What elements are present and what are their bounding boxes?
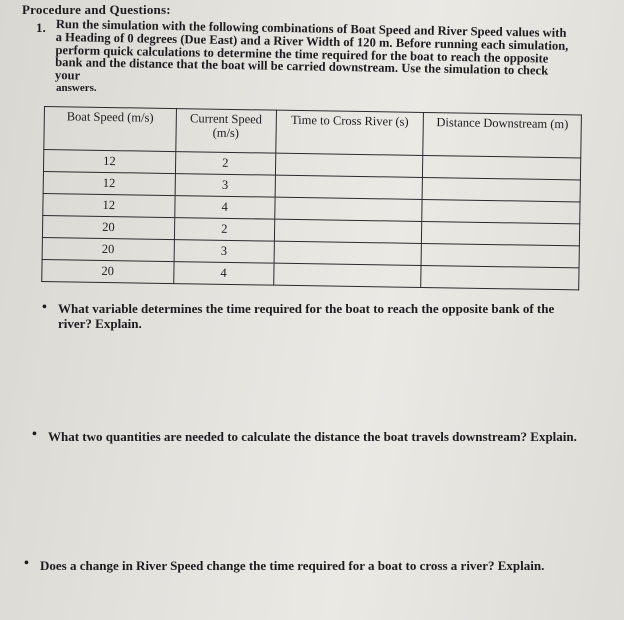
- bullet-icon: •: [32, 427, 37, 442]
- question-two-quantities: What two quantities are needed to calculate the distance the boat travels downstream? Explain.: [48, 429, 577, 444]
- distance-cell[interactable]: [422, 199, 580, 223]
- header-current-speed: Current Speed (m/s): [175, 109, 276, 154]
- time-cell[interactable]: [275, 175, 423, 199]
- boat-speed-cell: 20: [42, 259, 174, 283]
- time-cell[interactable]: [274, 263, 422, 287]
- current-speed-cell: 2: [175, 152, 276, 176]
- instructions-paragraph: Run the simulation with the following combinations of Boat Speed and River Speed values with a Heading of 0 degrees (Due East) and a River Width of 120 m. Before running each simulation, perform quick calculations to determine the time required for the boat to reach the opposite bank and the distance that the boat will be carried downstream. Use the simulation to check your: [54, 17, 569, 83]
- boat-speed-cell: 12: [43, 171, 175, 195]
- current-speed-cell: 4: [174, 196, 275, 220]
- distance-cell[interactable]: [422, 221, 580, 245]
- bullet-icon: •: [24, 556, 29, 571]
- current-speed-cell: 3: [175, 174, 276, 198]
- time-cell[interactable]: [275, 197, 423, 221]
- boat-speed-cell: 12: [43, 150, 175, 174]
- current-speed-cell: 3: [174, 240, 275, 264]
- current-speed-cell: 4: [173, 262, 274, 286]
- current-speed-cell: 2: [174, 218, 275, 242]
- header-time-to-cross: Time to Cross River (s): [276, 110, 424, 155]
- question-river-speed: Does a change in River Speed change the time required for a boat to cross a river? Explain.: [40, 558, 545, 573]
- distance-cell[interactable]: [422, 177, 580, 201]
- question-variable-time: What variable determines the time required for the boat to reach the opposite bank of the river? Explain.: [58, 301, 555, 331]
- header-distance-downstream: Distance Downstream (m): [423, 112, 581, 157]
- header-boat-speed: Boat Speed (m/s): [44, 107, 176, 152]
- instructions-tail: answers.: [56, 82, 97, 94]
- section-heading: Procedure and Questions:: [22, 2, 171, 17]
- distance-cell[interactable]: [421, 265, 579, 289]
- time-cell[interactable]: [274, 219, 422, 243]
- data-table: [41, 106, 582, 290]
- time-cell[interactable]: [275, 153, 423, 177]
- question-number: 1.: [36, 20, 46, 35]
- distance-cell[interactable]: [423, 155, 581, 179]
- time-cell[interactable]: [274, 241, 422, 265]
- boat-speed-cell: 20: [42, 215, 174, 239]
- data-table-container: [41, 106, 582, 290]
- bullet-icon: •: [42, 300, 47, 315]
- boat-speed-cell: 12: [43, 193, 175, 217]
- distance-cell[interactable]: [421, 243, 579, 267]
- boat-speed-cell: 20: [42, 237, 174, 261]
